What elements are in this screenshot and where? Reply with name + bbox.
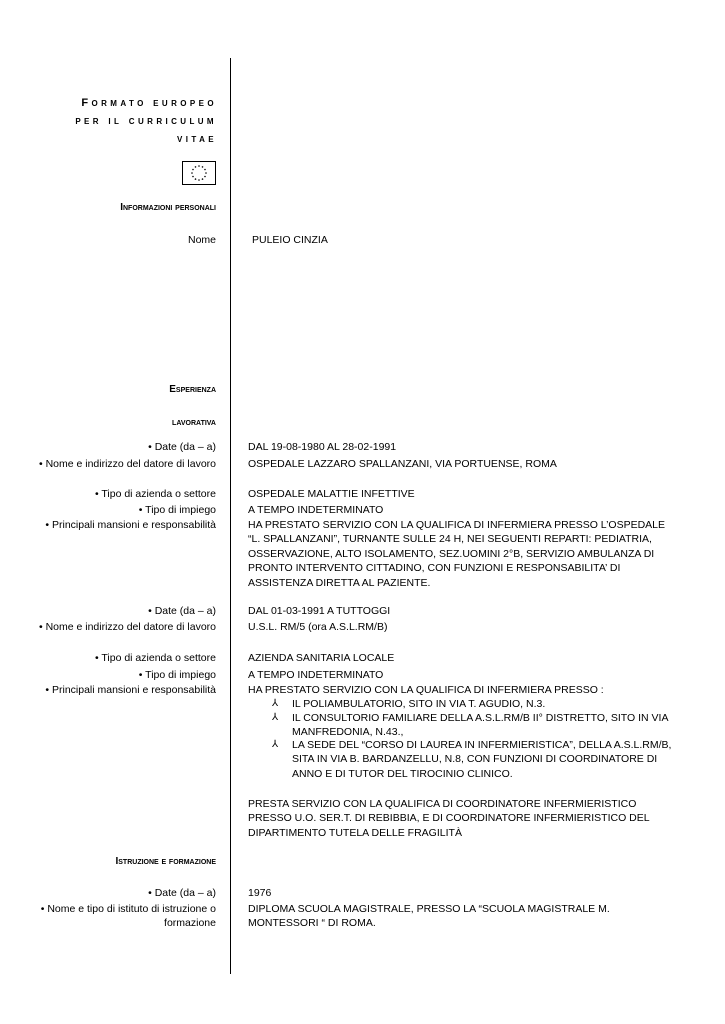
job2-sector-value: AZIENDA SANITARIA LOCALE — [248, 652, 395, 664]
name-value: PULEIO CINZIA — [252, 234, 328, 246]
edu-date-label: • Date (da – a) — [148, 887, 216, 899]
job2-duties-intro: HA PRESTATO SERVIZIO CON LA QUALIFICA DI INFERMIERA PRESSO : — [248, 684, 604, 696]
job2-date-value: DAL 01-03-1991 A TUTTOGGI — [248, 605, 391, 617]
job1-sector-value: OSPEDALE MALATTIE INFETTIVE — [248, 488, 415, 500]
job1-duties-label: • Principali mansioni e responsabilità — [45, 519, 216, 531]
section-education: Istruzione e formazione — [115, 856, 216, 867]
edu-institute-value: DIPLOMA SCUOLA MAGISTRALE, PRESSO LA “SCUOLA MAGISTRALE M. MONTESSORI “ DI ROMA. — [248, 903, 610, 930]
edu-date-value: 1976 — [248, 887, 272, 899]
job1-duties-value: HA PRESTATO SERVIZIO CON LA QUALIFICA DI INFERMIERA PRESSO L’OSPEDALE “L. SPALLANZANI”, TURNANTE SULLE 24 H, NEI SEGUENTI REPARTI: PEDIATRIA, OSSERVAZIONE, ALTO ISOLAMENTO, SEZ.UOMINI 2°B, SERVIZIO AMBULANZA DI PRONTO INTERVENTO CITTADINO, CON FUNZIONI E RESPONSABILITA’ DI ASSISTENZA DIRETTA AL PAZIENTE. — [248, 519, 666, 589]
section-experience-sub: lavorativa — [172, 417, 216, 428]
job1-date-label: • Date (da – a) — [148, 441, 216, 453]
job2-date-label: • Date (da – a) — [148, 605, 216, 617]
cv-title — [75, 94, 217, 148]
title-line-1: Formato europeo — [81, 97, 217, 109]
section-experience: Esperienza — [169, 384, 216, 395]
title-line-3: vitae — [177, 133, 217, 145]
job2-sector-label: • Tipo di azienda o settore — [94, 652, 216, 664]
column-divider — [230, 58, 231, 974]
name-label: Nome — [187, 234, 216, 246]
job2-duties-extra: PRESTA SERVIZIO CON LA QUALIFICA DI COORDINATORE INFERMIERISTICO PRESSO U.O. SER.T. DI REBIBBIA, E DI COORDINATORE INFERMIERISTICO DEL DIPARTIMENTO TUTELA DELLE FRAGILITÀ — [248, 798, 650, 839]
edu-institute-label: • Nome e tipo di istituto di istruzione o formazione — [40, 903, 216, 930]
bullet-icon: ⅄ — [272, 698, 279, 709]
job1-sector-label: • Tipo di azienda o settore — [94, 488, 216, 500]
job1-employer-value: OSPEDALE LAZZARO SPALLANZANI, VIA PORTUENSE, ROMA — [248, 458, 557, 470]
job1-type-value: A TEMPO INDETERMINATO — [248, 504, 384, 516]
list-item: LA SEDE DEL “CORSO DI LAUREA IN INFERMIERISTICA”, DELLA A.S.L.RM/B, SITA IN VIA B. BARDANZELLU, N.8, CON FUNZIONI DI COORDINATORE DI ANNO E DI TUTOR DEL TIROCINIO CLINICO. — [292, 739, 672, 780]
job1-date-value: DAL 19-08-1980 AL 28-02-1991 — [248, 441, 397, 453]
bullet-icon: ⅄ — [272, 712, 279, 723]
job2-employer-label: • Nome e indirizzo del datore di lavoro — [38, 621, 216, 633]
title-line-2: per il curriculum — [75, 115, 217, 127]
job2-employer-value: U.S.L. RM/5 (ora A.S.L.RM/B) — [248, 621, 388, 633]
list-item: IL CONSULTORIO FAMILIARE DELLA A.S.L.RM/B II° DISTRETTO, SITO IN VIA MANFREDONIA, N.43., — [292, 712, 668, 739]
job2-duties-label: • Principali mansioni e responsabilità — [45, 684, 216, 696]
bullet-icon: ⅄ — [272, 739, 279, 750]
job1-employer-label: • Nome e indirizzo del datore di lavoro — [38, 458, 216, 470]
job2-type-value: A TEMPO INDETERMINATO — [248, 669, 384, 681]
job1-type-label: • Tipo di impiego — [138, 504, 216, 516]
job2-type-label: • Tipo di impiego — [138, 669, 216, 681]
list-item: IL POLIAMBULATORIO, SITO IN VIA T. AGUDIO, N.3. — [292, 698, 546, 710]
section-personal-info: Informazioni personali — [120, 202, 216, 213]
eu-flag-icon — [182, 161, 216, 185]
